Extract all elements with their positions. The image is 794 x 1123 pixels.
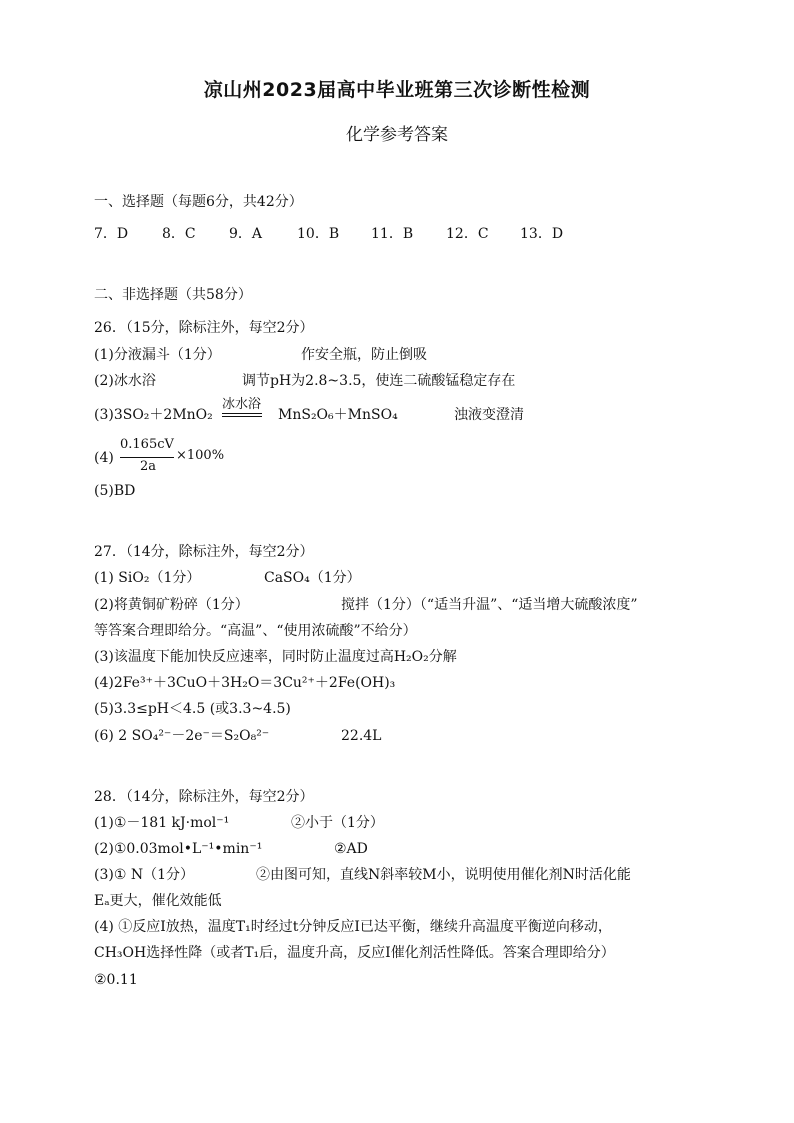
q27-answer-3: (3)该温度下能加快反应速率，同时防止温度过高H₂O₂分解: [94, 649, 457, 665]
q27-answer-4: (4)2Fe³⁺＋3CuO＋3H₂O＝3Cu²⁺＋2Fe(OH)₃: [94, 675, 396, 691]
q26-answer-1: (1)分液漏斗（1分）: [94, 347, 221, 363]
q28-answer-2b: ②AD: [334, 841, 368, 857]
q26-heading: 26．（15分，除标注外，每空2分）: [94, 320, 314, 336]
fraction-bar: [120, 457, 174, 458]
equals-line-top: [222, 413, 262, 414]
q26-answer-1b: 作安全瓶，防止倒吸: [301, 347, 427, 363]
q26-answer-3b: 浊液变澄清: [454, 407, 524, 423]
mc-answer: 7．D: [94, 226, 129, 242]
q27-answer-2c: 等答案合理即给分。“高温”、“使用浓硫酸”不给分）: [94, 623, 417, 639]
page-title: 凉山州2023届高中毕业班第三次诊断性检测: [203, 79, 591, 101]
q28-answer-3a: (3)① N（1分）: [94, 867, 194, 883]
numerator: 0.165cV: [120, 437, 174, 452]
q27-answer-2a: (2)将黄铜矿粉碎（1分）: [94, 597, 249, 613]
q28-answer-1a: (1)①－181 kJ·mol⁻¹: [94, 815, 230, 831]
page-subtitle: 化学参考答案: [346, 125, 448, 145]
condition-label: 冰水浴: [222, 397, 262, 412]
section1-heading: 一、选择题（每题6分，共42分）: [94, 194, 303, 210]
q28-answer-4b: CH₃OH选择性降（或者T₁后，温度升高，反应I催化剂活性降低。答案合理即给分）: [94, 945, 615, 961]
q26-answer-3-right: MnS₂O₆＋MnSO₄: [278, 407, 398, 423]
q27-answer-5: (5)3.3≤pH＜4.5 (或3.3~4.5): [94, 701, 291, 717]
q27-answer-1b: CaSO₄（1分）: [264, 570, 361, 586]
mc-answer: 13．D: [520, 226, 564, 242]
q27-answer-1a: (1) SiO₂（1分）: [94, 570, 201, 586]
q28-answer-3b: ②由图可知，直线N斜率较M小，说明使用催化剂N时活化能: [256, 867, 631, 883]
q26-answer-4-label: (4): [94, 450, 114, 466]
q26-answer-2: (2)冰水浴: [94, 373, 156, 389]
q28-answer-2a: (2)①0.03mol•L⁻¹•min⁻¹: [94, 841, 263, 857]
fraction-tail: ×100%: [176, 448, 225, 463]
equals-line-bottom: [222, 416, 262, 417]
q28-answer-4a: (4) ①反应I放热，温度T₁时经过t分钟反应I已达平衡，继续升高温度平衡逆向移动，: [94, 919, 612, 935]
mc-answer: 11．B: [371, 226, 414, 242]
q27-answer-2b: 搅拌（1分）（“适当升温”、“适当增大硫酸浓度”: [341, 597, 638, 613]
q26-answer-3-left: (3)3SO₂＋2MnO₂: [94, 407, 213, 423]
q27-answer-6a: (6) 2 SO₄²⁻－2e⁻＝S₂O₈²⁻: [94, 728, 270, 744]
q26-answer-2b: 调节pH为2.8~3.5，使连二硫酸锰稳定存在: [242, 373, 516, 389]
section2-heading: 二、非选择题（共58分）: [94, 287, 252, 303]
q27-answer-6b: 22.4L: [341, 728, 382, 744]
denominator: 2a: [140, 459, 157, 474]
mc-answer: 8．C: [162, 226, 196, 242]
mc-answer: 12．C: [446, 226, 489, 242]
q28-answer-1b: ②小于（1分）: [291, 815, 384, 831]
q27-heading: 27．（14分，除标注外，每空2分）: [94, 544, 314, 560]
mc-answer: 9．A: [229, 226, 263, 242]
q28-heading: 28．（14分，除标注外，每空2分）: [94, 789, 314, 805]
reaction-condition: [222, 393, 266, 421]
mc-answer: 10．B: [297, 226, 340, 242]
q28-answer-4c: ②0.11: [94, 972, 138, 988]
q28-answer-3c: Eₐ更大，催化效能低: [94, 893, 222, 909]
q26-answer-5: (5)BD: [94, 483, 136, 499]
fraction: [120, 437, 230, 481]
